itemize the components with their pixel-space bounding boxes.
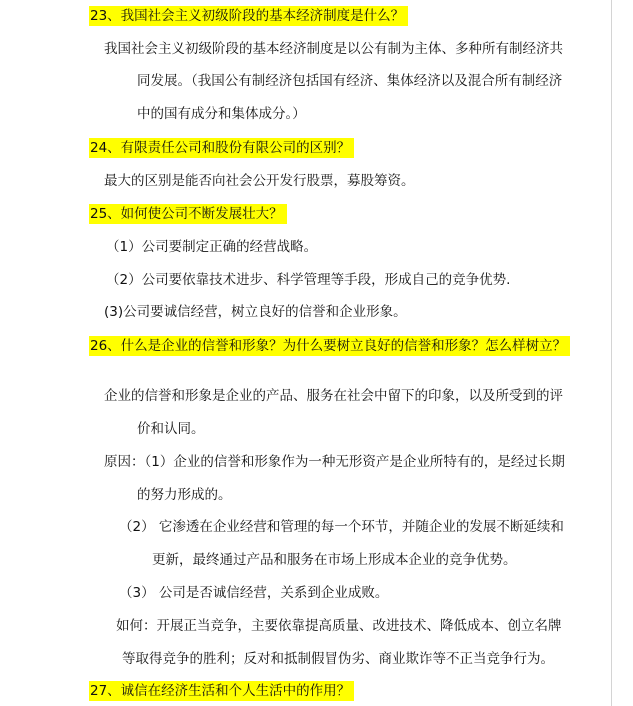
heading-q24-text: 24、有限责任公司和股份有限公司的区别？ [89,138,354,158]
paragraph-line: 中的国有成分和集体成分。） [137,106,306,122]
paragraph-line: （2） 它渗透在企业经营和管理的每一个环节，并随企业的发展不断延续和 [119,519,564,535]
paragraph-line: （2）公司要依靠技术进步、科学管理等手段，形成自己的竞争优势. [106,272,511,288]
heading-q26 [89,335,570,357]
paragraph-line: 企业的信誉和形象是企业的产品、服务在社会中留下的印象，以及所受到的评 [104,388,563,404]
heading-q27-text: 27、诚信在经济生活和个人生活中的作用？ [89,681,354,701]
paragraph-line: 等取得竞争的胜利；反对和抵制假冒伪劣、商业欺诈等不正当竞争行为。 [122,651,554,667]
paragraph-line: 的努力形成的。 [137,487,232,503]
page-edge [611,0,612,706]
paragraph-line: 如何：开展正当竞争，主要依靠提高质量、改进技术、降低成本、创立名牌 [116,618,562,634]
heading-q25-text: 25、如何使公司不断发展壮大？ [89,204,287,224]
paragraph-line: 同发展。（我国公有制经济包括国有经济、集体经济以及混合所有制经济 [137,73,563,89]
paragraph-line: 我国社会主义初级阶段的基本经济制度是以公有制为主体、多种所有制经济共 [104,41,563,57]
paragraph-line: 原因：（1）企业的信誉和形象作为一种无形资产是企业所特有的，是经过长期 [104,454,565,470]
paragraph-line: 价和认同。 [137,421,205,437]
paragraph-line: （1）公司要制定正确的经营战略。 [106,239,318,255]
heading-q27 [89,680,354,702]
heading-q23-text: 23、我国社会主义初级阶段的基本经济制度是什么？ [89,6,408,26]
paragraph-line: (3)公司要诚信经营，树立良好的信誉和企业形象。 [104,304,407,320]
paragraph-line: 更新，最终通过产品和服务在市场上形成本企业的竞争优势。 [152,552,517,568]
heading-q26-text: 26、什么是企业的信誉和形象？为什么要树立良好的信誉和形象？怎么样树立？ [89,336,570,356]
paragraph-line: 最大的区别是能否向社会公开发行股票，募股筹资。 [104,173,415,189]
paragraph-line: （3） 公司是否诚信经营，关系到企业成败。 [119,585,389,601]
heading-q24 [89,137,354,159]
heading-q23 [89,5,408,27]
heading-q25 [89,203,287,225]
